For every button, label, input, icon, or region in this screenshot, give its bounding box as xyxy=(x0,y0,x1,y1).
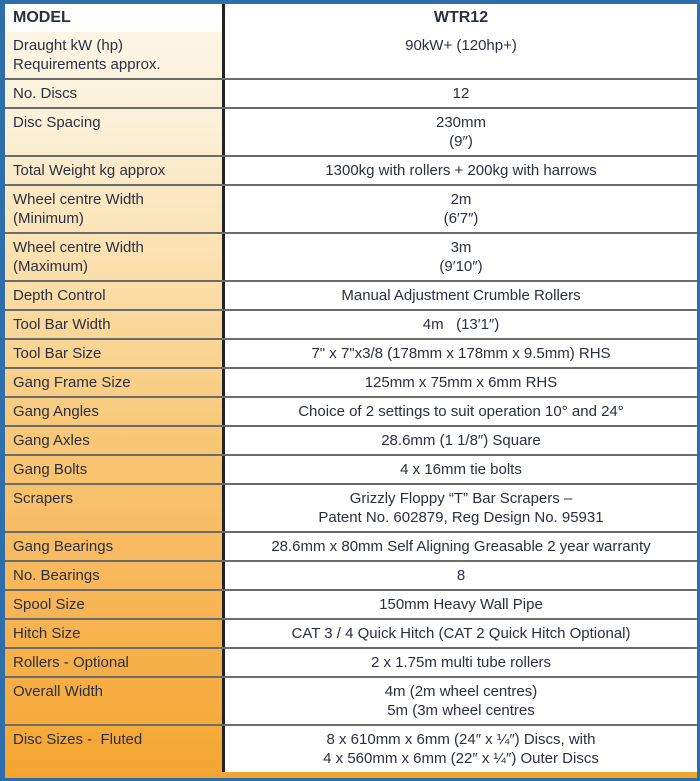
row-value: 4 x 16mm tie bolts xyxy=(225,456,697,483)
table-row xyxy=(5,309,697,338)
row-label: Rollers - Optional xyxy=(5,649,225,676)
table-row xyxy=(5,338,697,367)
row-label: Wheel centre Width (Maximum) xyxy=(5,234,225,280)
row-label: No. Bearings xyxy=(5,562,225,589)
row-value: 4m (13′1″) xyxy=(225,311,697,338)
row-value: 1300kg with rollers + 200kg with harrows xyxy=(225,157,697,184)
row-value: 28.6mm x 80mm Self Aligning Greasable 2 year warranty xyxy=(225,533,697,560)
table-row xyxy=(5,396,697,425)
row-value: Manual Adjustment Crumble Rollers xyxy=(225,282,697,309)
table-row xyxy=(5,676,697,724)
row-value: 7" x 7"x3/8 (178mm x 178mm x 9.5mm) RHS xyxy=(225,340,697,367)
row-value: 8 xyxy=(225,562,697,589)
table-row xyxy=(5,32,697,78)
row-label: Scrapers xyxy=(5,485,225,531)
table-row xyxy=(5,560,697,589)
table-row xyxy=(5,155,697,184)
row-value: 150mm Heavy Wall Pipe xyxy=(225,591,697,618)
table-row xyxy=(5,647,697,676)
row-value: Grizzly Floppy “T” Bar Scrapers – Patent No. 602879, Reg Design No. 95931 xyxy=(225,485,697,531)
row-label: Depth Control xyxy=(5,282,225,309)
table-row xyxy=(5,232,697,280)
row-value: 230mm (9″) xyxy=(225,109,697,155)
column-header-model: MODEL xyxy=(5,4,225,32)
row-label: Wheel centre Width (Minimum) xyxy=(5,186,225,232)
row-value: 8 x 610mm x 6mm (24″ x ¼″) Discs, with 4 x 560mm x 6mm (22″ x ¼″) Outer Discs xyxy=(225,726,697,772)
row-label: Draught kW (hp) Requirements approx. xyxy=(5,32,225,78)
row-label: Disc Spacing xyxy=(5,109,225,155)
row-value: 2 x 1.75m multi tube rollers xyxy=(225,649,697,676)
row-label: Gang Bearings xyxy=(5,533,225,560)
row-value: 4m (2m wheel centres) 5m (3m wheel centres xyxy=(225,678,697,724)
row-label: Hitch Size xyxy=(5,620,225,647)
table-row xyxy=(5,483,697,531)
table-row xyxy=(5,531,697,560)
table-row xyxy=(5,589,697,618)
table-header-row xyxy=(5,4,697,32)
row-label: Gang Bolts xyxy=(5,456,225,483)
row-value: 90kW+ (120hp+) xyxy=(225,32,697,78)
row-value: Choice of 2 settings to suit operation 10° and 24° xyxy=(225,398,697,425)
row-label: No. Discs xyxy=(5,80,225,107)
row-value: 12 xyxy=(225,80,697,107)
row-label: Disc Sizes - Fluted xyxy=(5,726,225,772)
column-header-wtr12: WTR12 xyxy=(225,4,697,32)
table-body xyxy=(5,32,697,772)
row-value: 28.6mm (1 1/8″) Square xyxy=(225,427,697,454)
table-row xyxy=(5,107,697,155)
table-row xyxy=(5,280,697,309)
row-value: 125mm x 75mm x 6mm RHS xyxy=(225,369,697,396)
row-label: Tool Bar Size xyxy=(5,340,225,367)
row-label: Spool Size xyxy=(5,591,225,618)
row-label: Gang Angles xyxy=(5,398,225,425)
row-value: 3m (9′10″) xyxy=(225,234,697,280)
row-label: Gang Axles xyxy=(5,427,225,454)
row-value: 2m (6′7″) xyxy=(225,186,697,232)
row-value: CAT 3 / 4 Quick Hitch (CAT 2 Quick Hitch Optional) xyxy=(225,620,697,647)
table-row xyxy=(5,425,697,454)
row-label: Gang Frame Size xyxy=(5,369,225,396)
row-label: Tool Bar Width xyxy=(5,311,225,338)
row-label: Total Weight kg approx xyxy=(5,157,225,184)
row-label: Overall Width xyxy=(5,678,225,724)
table-row xyxy=(5,78,697,107)
table-row xyxy=(5,367,697,396)
table-row xyxy=(5,454,697,483)
table-row xyxy=(5,184,697,232)
table-row xyxy=(5,618,697,647)
table-row xyxy=(5,724,697,772)
